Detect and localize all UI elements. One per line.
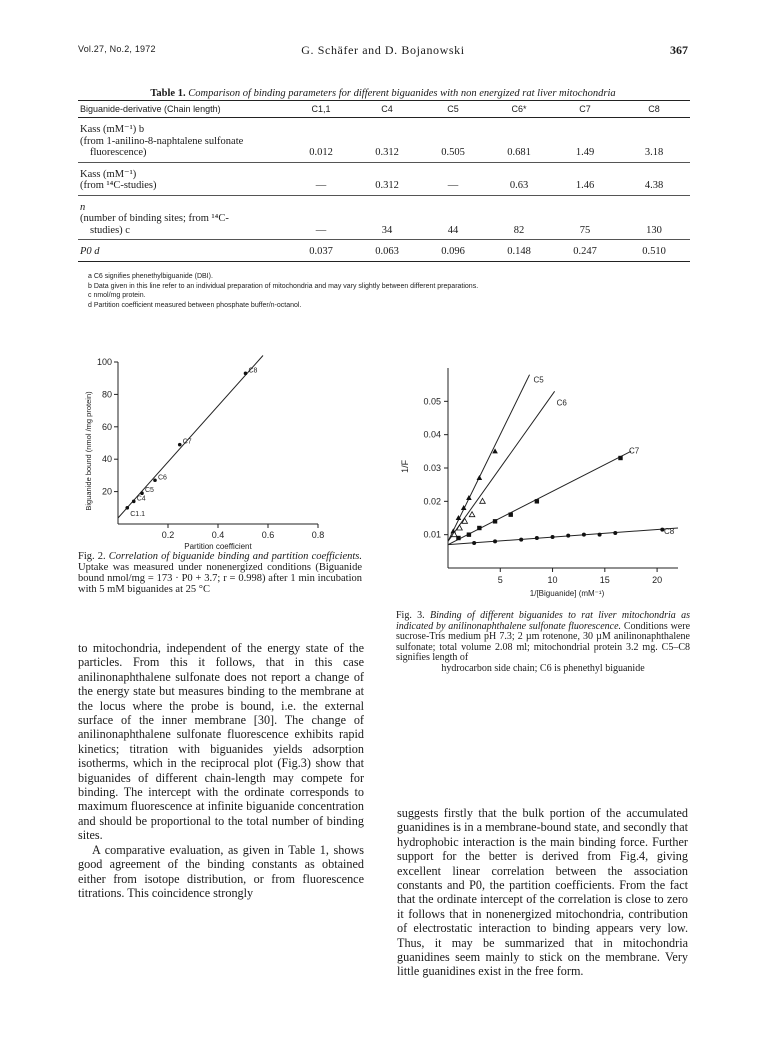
body-text-left <box>78 641 364 900</box>
fig2-y-tick-label: 60 <box>101 421 112 432</box>
fig3-point-c8 <box>493 539 497 543</box>
table-cell: 0.063 <box>375 246 399 257</box>
column-header: C5 <box>447 104 459 114</box>
fig3-series-label: C7 <box>628 446 640 456</box>
fig3-point-c8 <box>613 531 617 535</box>
author-line: G. Schäfer and D. Bojanowski <box>301 43 465 57</box>
fig2-y-tick-label: 40 <box>101 454 112 465</box>
row-label-line: studies) c <box>90 224 130 236</box>
table-cell: 1.46 <box>575 180 595 191</box>
fig2-y-tick-label: 80 <box>101 389 112 400</box>
fig3-caption-text: Conditions were sucrose-Tris medium pH 7.3; 2 µm rotenone, 30 µM anilinonaphthalene sulfonate; total volume 2.08 ml; mitochondrial protein 3.2 mg. C5–C8 signifies length of <box>396 620 691 664</box>
table-cell: 44 <box>447 224 459 236</box>
table-title: Comparison of binding parameters for different biguanides with non energized rat liver mitochondria <box>188 88 616 99</box>
row-label-line: Kass (mM⁻¹) <box>80 168 137 180</box>
fig3-x-tick-label: 15 <box>599 575 610 585</box>
row-label <box>78 240 288 262</box>
table-cell: 0.312 <box>375 147 399 158</box>
fig2-x-tick-label: 0.6 <box>261 530 275 540</box>
table-cell: 4.38 <box>644 180 664 191</box>
table-row <box>78 240 690 262</box>
body-text-right <box>397 806 688 979</box>
row-label-line: P0 d <box>80 246 100 257</box>
row-label <box>78 162 288 195</box>
fig3-series-label: C8 <box>664 527 675 536</box>
fig2-regression-line <box>118 356 263 518</box>
fig3-caption-title: Binding of different biguanides to rat liver mitochondria as indicated by anilinonaphthalene sulfonate fluorescence. <box>396 610 690 632</box>
footnote: c nmol/mg protein. <box>88 292 146 299</box>
fig3-point-c7 <box>535 499 539 503</box>
fig3-series-line-c5 <box>448 375 530 542</box>
fig3-y-tick-label: 0.05 <box>423 396 441 407</box>
column-header: C6* <box>511 104 527 114</box>
fig2-y-tick-label: 20 <box>101 486 112 497</box>
page-number: 367 <box>670 43 688 57</box>
fig3-point-c7 <box>509 512 513 516</box>
fig3-series-line-c8 <box>448 528 678 545</box>
row-label-line: (from 1-anilino-8-naphtalene sulfonate <box>80 135 244 147</box>
table-cell: 3.18 <box>644 147 664 158</box>
table-cell: 0.247 <box>573 246 597 257</box>
table-cell: 0.681 <box>507 147 531 158</box>
fig2-point-label: C8 <box>248 367 258 375</box>
fig2-point-label: C1.1 <box>130 510 146 518</box>
row-label-line: (from ¹⁴C-studies) <box>80 180 157 191</box>
table-cell: 130 <box>646 224 662 236</box>
column-header: Biguanide-derivative (Chain length) <box>80 104 221 114</box>
fig3-x-axis-label: 1/[Biguanide] (mM⁻¹) <box>529 589 605 598</box>
fig2-data-point <box>153 478 157 482</box>
column-header: C1,1 <box>311 104 331 114</box>
table-cell: 0.037 <box>309 246 333 257</box>
row-label <box>78 195 288 240</box>
footnote: b Data given in this line refer to an individual preparation of mitochondria and may vary slightly between different preparations. <box>88 282 479 290</box>
fig2-scatter-chart <box>78 352 360 552</box>
table-row <box>78 195 690 240</box>
fig3-y-tick-label: 0.02 <box>423 496 441 507</box>
table-cell: 0.312 <box>375 180 399 191</box>
fig2-point-label: C4 <box>136 495 146 503</box>
table-caption <box>78 88 688 99</box>
fig3-series-line-c7 <box>448 451 631 544</box>
fig3-point-c8 <box>566 534 570 538</box>
fig2-data-point <box>132 500 136 504</box>
fig2-caption-label: Fig. 2. <box>78 551 106 562</box>
fig3-point-c7 <box>618 456 622 460</box>
table-row <box>78 118 690 163</box>
table-number: Table 1. <box>150 88 186 99</box>
table-cell: 34 <box>381 224 393 236</box>
fig3-y-tick-label: 0.04 <box>423 429 441 440</box>
fig2-point-label: C7 <box>182 438 192 446</box>
row-label-line: fluorescence) <box>90 147 147 158</box>
fig3-y-axis-label: 1/F <box>400 459 410 473</box>
fig3-reciprocal-plot <box>396 362 696 602</box>
row-label-line: Kass (mM⁻¹) b <box>80 124 145 135</box>
fig2-x-tick-label: 0.8 <box>311 530 325 540</box>
table-cell: 0.148 <box>507 246 531 257</box>
fig2-x-tick-label: 0.2 <box>161 530 175 540</box>
fig3-series-label: C6 <box>556 398 567 408</box>
table-cell: 1.49 <box>575 147 595 158</box>
paragraph: A comparative evaluation, as given in Table 1, shows good agreement of the binding constants as obtained either from isotope distribution, or from fluorescence titrations. This coincidence strongly <box>78 842 364 900</box>
fig2-caption <box>78 551 362 595</box>
fig3-point-c6 <box>480 498 486 503</box>
fig3-x-tick-label: 10 <box>547 575 558 585</box>
fig3-point-c8 <box>519 538 523 542</box>
journal-volume: Vol.27, No.2, 1972 <box>78 44 156 54</box>
fig2-data-point <box>178 443 182 447</box>
fig3-point-c8 <box>535 536 539 540</box>
running-header <box>78 44 688 60</box>
paragraph: suggests firstly that the bulk portion of the accumulated guanidines is in a membrane-bound state, and secondly that hydrophobic interaction is the main binding force. Further support for the better is derived from Fig.4, giving excellent linear correlation between the association constants and P0, the partition coefficients. From the fact that the ordinate intercept of the correlation is close to zero it follows that in nonenergized mitochondria, contribution of electrostatic interaction to binding appears very low. Thus, it may be summarized that in mitochondria guanidines seem mainly to stick on the membrane. Very little guanidines exist in the free form. <box>397 806 688 979</box>
fig3-point-c6 <box>469 512 475 517</box>
table-cell: 0.63 <box>509 180 529 191</box>
fig3-point-c7 <box>493 519 497 523</box>
table-cell: 0.510 <box>642 246 666 257</box>
fig2-point-label: C5 <box>145 487 154 495</box>
fig3-x-tick-label: 20 <box>652 575 663 585</box>
fig3-y-tick-label: 0.03 <box>423 463 441 473</box>
column-header: C7 <box>579 104 591 114</box>
paragraph: to mitochondria, independent of the energy state of the particles. From this it follows, that in this case anilinonaphthalene sulfonate does not report a change of the energy state but measures binding to the membrane at the locus where the probe is bound, i.e. the external surface of the inner membrane [30]. The change of anilinonaphthalene sulfonate fluorescence exhibits rapid kinetics; titration with biguanides yields adsorption isotherms, which in the reciprocal plot (Fig.3) show that biguanides of different chain-length may compete for binding. The intercept with the ordinate corresponds to maximum fluorescence at infinite biguanide concentration and should be proportional to the total number of binding sites. <box>78 641 364 843</box>
fig2-data-point <box>244 372 248 376</box>
fig3-caption-last-line: hydrocarbon side chain; C6 is phenethyl biguanide <box>441 662 645 674</box>
row-label-line: (number of binding sites; from ¹⁴C- <box>80 213 229 224</box>
fig2-point-label: C6 <box>158 474 167 482</box>
fig3-point-c8 <box>582 533 586 537</box>
footnote: a C6 signifies phenethylbiguanide (DBI). <box>88 273 213 280</box>
column-header: C4 <box>381 104 393 114</box>
table-header-row <box>78 101 690 118</box>
table-cell: — <box>315 224 327 236</box>
column-header: C8 <box>648 104 660 114</box>
fig2-x-axis-label: Partition coefficient <box>184 542 252 551</box>
table-cell: 82 <box>513 224 525 236</box>
fig2-x-tick-label: 0.4 <box>211 530 225 540</box>
fig3-point-c5 <box>466 495 472 500</box>
table-cell: 0.012 <box>309 147 333 158</box>
fig2-caption-title: Correlation of biguanide binding and partition coefficients. <box>108 551 363 562</box>
table-cell: 75 <box>579 224 591 236</box>
fig3-y-tick-label: 0.01 <box>423 529 441 540</box>
fig3-point-c8 <box>551 535 555 539</box>
fig3-point-c7 <box>456 536 460 540</box>
fig3-x-tick-label: 5 <box>497 575 503 585</box>
fig2-y-tick-label: 100 <box>96 357 112 367</box>
fig3-caption <box>396 611 690 675</box>
table-cell: 0.505 <box>441 147 465 158</box>
fig2-data-point <box>125 506 129 510</box>
table-cell: — <box>315 180 327 191</box>
fig2-y-axis-label: Biguanide bound (nmol /mg protein) <box>84 391 93 511</box>
fig2-caption-text: Uptake was measured under nonenergized conditions (Biguanide bound nmol/mg = 173 · P0 + 3.7; r = 0.998) after 1 min incubation with 5 mM biguanides at 25 °C <box>78 562 362 595</box>
binding-parameters-table <box>78 100 690 262</box>
fig3-point-c7 <box>467 532 471 536</box>
fig3-point-c7 <box>477 526 481 530</box>
table-row <box>78 162 690 195</box>
fig3-point-c8 <box>472 541 476 545</box>
table-footnotes <box>88 272 688 310</box>
row-label <box>78 118 288 163</box>
fig3-point-c8 <box>598 533 602 537</box>
row-label-line: n <box>80 201 86 213</box>
footnote: d Partition coefficient measured between phosphate buffer/n-octanol. <box>88 301 302 309</box>
fig3-series-label: C5 <box>533 375 544 385</box>
fig3-caption-label: Fig. 3. <box>396 610 425 621</box>
table-cell: 0.096 <box>441 246 465 257</box>
table-cell: — <box>447 180 459 191</box>
fig3-point-c5 <box>477 475 483 480</box>
